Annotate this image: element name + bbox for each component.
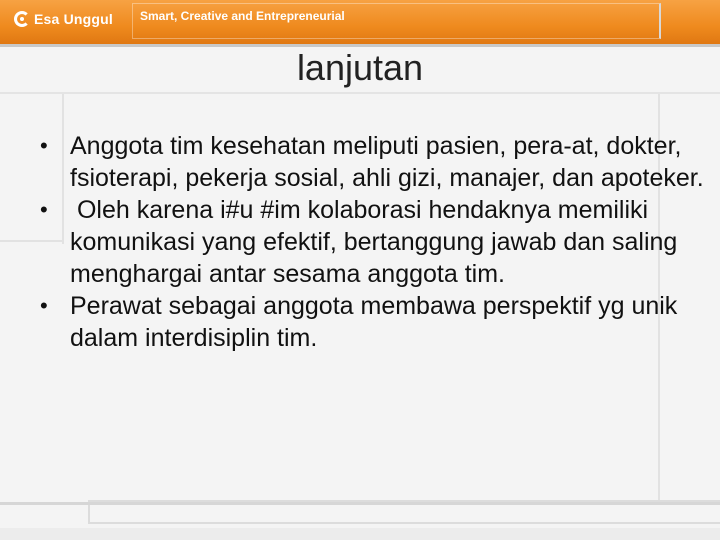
logo-text: Esa Unggul [34,11,114,27]
footer-band [0,528,720,540]
tagline: Smart, Creative and Entrepreneurial [140,9,345,23]
bullet-marker: • [40,293,48,318]
bullet-text: Oleh karena i#u #im kolaborasi hendaknya memiliki komunikasi yang efektif, bertanggung jawab dan saling menghargai antar sesama anggota tim. [70,196,685,288]
bullet-item [36,130,706,194]
title-divider [0,92,720,94]
bullet-text: Perawat sebagai anggota membawa perspektif yg unik dalam interdisiplin tim. [70,292,678,352]
footer-divider [0,502,720,505]
bullet-item [36,194,706,290]
bullet-item [36,290,706,354]
logo [14,8,113,30]
bullet-text: Anggota tim kesehatan meliputi pasien, pera-at, dokter, fsioterapi, pekerja sosial, ahli gizi, manajer, dan apoteker. [70,132,704,192]
header-bar [0,0,720,47]
bullet-marker: • [40,197,48,222]
slide-title: lanjutan [296,47,424,88]
bullet-marker: • [40,133,48,158]
bullet-list [36,130,706,354]
university-logo-icon [14,11,30,27]
